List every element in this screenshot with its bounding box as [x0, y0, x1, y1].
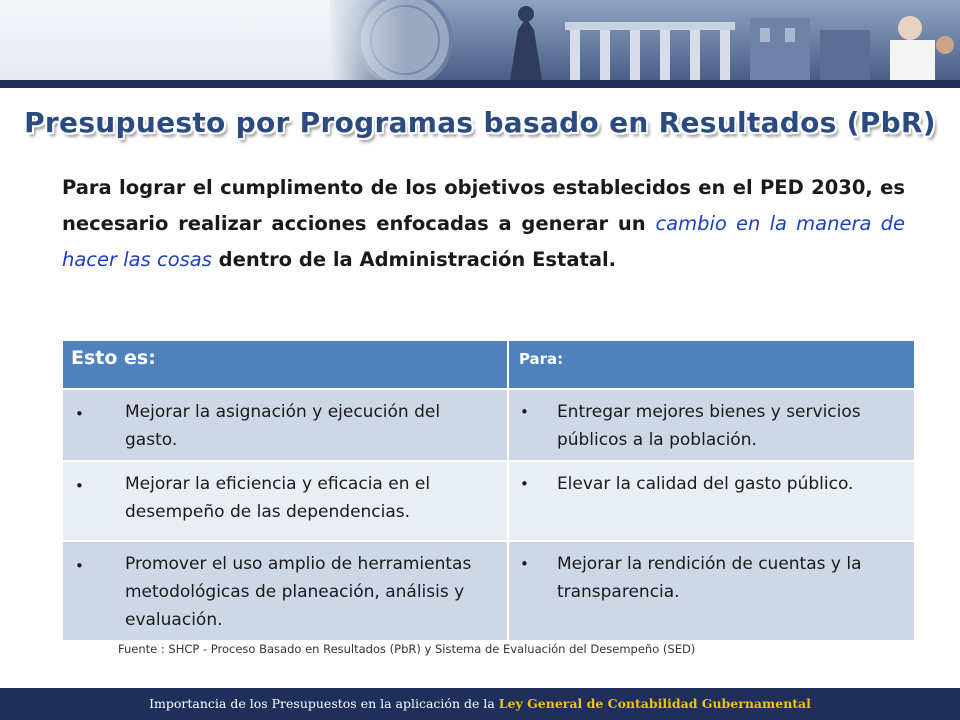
table-row: [62, 461, 915, 541]
cell-text: Mejorar la asignación y ejecución del gasto.: [125, 402, 441, 450]
cell-text: Mejorar la eficiencia y eficacia en el desempeño de las dependencias.: [125, 474, 431, 522]
table-cell-right: [508, 389, 915, 461]
footer-law-name: Ley General de Contabilidad Gubernamental: [498, 696, 811, 711]
slide-title: Presupuesto por Programas basado en Resultados (PbR): [24, 106, 936, 139]
table-row: [62, 389, 915, 461]
cell-text: Elevar la calidad del gasto público.: [556, 474, 854, 494]
table-row: [62, 541, 915, 641]
bullet-icon: •: [519, 475, 529, 493]
banner-divider-bar: [0, 80, 960, 88]
pbr-table: [61, 339, 916, 642]
cell-text: Entregar mejores bienes y servicios públicos a la población.: [556, 402, 861, 450]
header-para: Para:: [508, 340, 915, 389]
cell-text: Mejorar la rendición de cuentas y la transparencia.: [556, 554, 862, 602]
bullet-icon: •: [519, 555, 529, 573]
header-esto-es: Esto es:: [62, 340, 508, 389]
table-cell-left: [62, 461, 508, 541]
bullet-icon: •: [75, 557, 84, 575]
bullet-icon: •: [75, 405, 84, 423]
bullet-icon: •: [75, 477, 84, 495]
table-cell-right: [508, 541, 915, 641]
table-cell-left: [62, 541, 508, 641]
intro-paragraph: [62, 170, 905, 278]
bullet-icon: •: [519, 403, 529, 421]
table-cell-left: [62, 389, 508, 461]
header-banner: [0, 0, 960, 80]
footer-text: Importancia de los Presupuestos en la aplicación de la: [149, 696, 499, 711]
cell-text: Promover el uso amplio de herramientas metodológicas de planeación, análisis y evaluación.: [125, 554, 472, 630]
intro-text-start: Para lograr el cumplimento de los objetivos establecidos en el PED 2030, es necesario realizar acciones enfocadas a generar un: [62, 176, 905, 235]
intro-highlight: cambio en la manera de hacer las cosas: [62, 212, 905, 271]
table-cell-right: [508, 461, 915, 541]
intro-text-end: dentro de la Administración Estatal.: [211, 248, 617, 271]
table-header-row: [62, 340, 915, 389]
footer-bar: [0, 688, 960, 720]
source-note: Fuente : SHCP - Proceso Basado en Resultados (PbR) y Sistema de Evaluación del Desempeño (SED): [118, 642, 696, 656]
banner-photo-collage: [330, 0, 960, 80]
